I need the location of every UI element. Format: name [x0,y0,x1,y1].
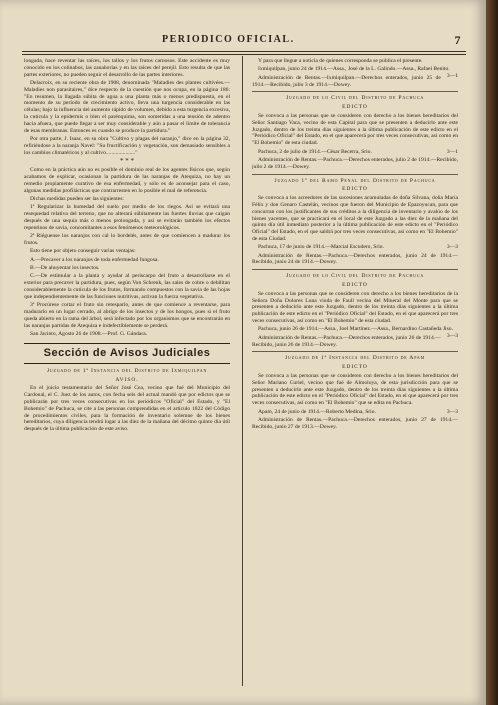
court-heading: Juzgado de 1ª Instancia del Distrito de Apam [252,351,458,362]
paragraph: 2ª Riéguense los naranjos con cal lo bordelés, antes de que comiencen a madurar los frutos. [24,233,230,246]
signature-line: Pachuca, 17 de junio de 1914.—Marcial Escudero, Srio. [258,244,384,251]
signature-line: Ixmiquilpan, junio 24 de 1914.—Assa., José de la L. Galindo.—Assa., Rafael Benito. [258,66,450,73]
paragraph: Esto tiene por objeto conseguir varias ventajas: [30,248,136,255]
publication-index: 3—3 [446,333,458,340]
paragraph: 1ª Regularizar la humedad del suelo por medio de los riegos. Así se evitará una resequedad relativa del terreno, que no alterará súbitamente las fuertes lluvias que caigan después de una sequía más o menos prolongada, y así se evitarán también los efectos repentinos de savia, concomitantes a esos fenómenos meteorológicos. [24,204,230,231]
notice-label: EDICTO [342,282,368,289]
admin-note: Administración de Rentas.—Ixmiquilpan.—Derechos enterados, junio 25 de 1914.—Recibido, julio 3 de 1914.—Dowey. [252,74,441,88]
right-column [252,58,458,683]
admin-note: Administración de Rentas.—Pachuca.—Derechos enterados, junio 26 de 1914.—Recibido, junio 26 de 1914.—Dowey. [252,334,441,348]
notice-label: AVISO. [115,376,139,383]
paragraph: A.—Precaver a los naranjos de toda enfermedad fungosa. [30,256,159,263]
admin-note: Administración de Rentas.—Pachuca.—Derechos enterados, junio 24 de 1914.—Recibido, junio 24 de 1914.—Dowey. [252,252,458,266]
page-number: 7 [454,33,462,47]
paragraph: Se convoca a las personas que se consideren con derecho a los bienes hereditarios de la Señora Doña Dolores Luna viuda de Faull vecina del Mineral del Monte para que se presenten a deducirlo ante este Juzgado, dentro de los treinta días siguientes a la última publicación de este edicto en el "Periódico Oficial" del Estado, en el que aparecerá por tres veces consecutivas, así como en "El Bohemio" de esta ciudad. [252,290,458,325]
signature-line: Apam, 24 de junio de 1914.—Roberto Medina, Srio. [258,408,376,415]
signature-line: San Jacinto, Agosto 26 de 1908.—Prof. G. Gándara. [30,331,148,338]
paragraph: C.—De estimular a la planta y ayudar al periscarpo del fruto a desarrollarse en el exterior para precaver la partidura, pues, según Von Schrenk, las sales de cobre o debilitan considerablemente la cutícula de los frutos, formando compuestos con la savia de las hojas que independientemente de las funciones nutritivas, activan la fuerza vegetativa. [24,273,230,300]
paragraph: En el juicio testamentario del Señor José Cea, vecino que fué del Municipio del Cardonal, el C. Juez de los autos, con fecha seis del actual mandó que por edictos que se publicarán por tres veces consecutivas en los periódicos "Oficial" del Estado, y "El Bohemio" de Pachuca, se cite a las personas comprendidas en el artículo 1822 del Código de procedimientos civiles, para la formación de inventario solemne de los bienes hereditarios, cuya diligencia tendrá lugar a las diez de la mañana del décimo quinto día útil después de la última publicación de este aviso. [24,385,230,433]
section-title: Sección de Avisos Judiciales [24,343,230,364]
court-heading: Juzgado de lo Civil del Distrito de Pachuca [252,269,458,280]
paragraph: Se convoca a las personas que se consideren con derecho a los bienes hereditarios del Señor Santiago Vaca, vecino de esta Capital para que se presenten a deducirlo ante este Juzgado, dentro de los treinta días siguientes a la última publicación de este edicto en el "Periódico Oficial" del Estado, en el que aparecerá por tres veces consecutivas, así como en "El Bohemio" de esta ciudad. [252,112,458,147]
notice-label: EDICTO [342,186,368,193]
paragraph: Como en la práctica aún no es posible el dominio real de los agentes físicos que, según acabamos de explicar, ocasionan la partidura de las naranjas de Atequiza, no hay un remedio propiamente curativo de esa enfermedad, y sólo es de aconsejar para el caso, algunas medidas profilácticas que contrarresten en lo posible el mal de referencia. [24,167,230,194]
paragraph: Dichas medidas pueden ser las siguientes: [30,195,124,202]
separator-stars: * * * [120,157,134,166]
header-rule-2 [22,54,466,55]
signature-line: Pachuca, 2 de julio de 1914.—César Becerra, Srio. [258,148,372,155]
notice-label: EDICTO [342,364,368,371]
publication-index: 3—3 [446,408,458,415]
paragraph: Se convoca a las personas que se consideren con derecho a los bienes hereditarios del Señor Mariano Curiel, vecino que fué de Almoloya, de esta jurisdicción para que se presenten a deducirlo ante este Juzgado, dentro de los treinta días siguientes a la última publicación de este edicto en el "Periódico Oficial" del Estado, en el que aparecerá por tres veces consecutivas, así como en "El Bohemio" que se edita en Pachuca. [252,373,458,407]
signature-line: Pachuca, junio 26 de 1914.—Assa., Joel Martínez.—Assa., Bernardino Castañeda Jiso. [258,326,453,333]
publication-index: 3—1 [446,73,458,80]
paragraph: Y para que llegue a noticia de quienes corresponda se publica el presente. [258,58,423,64]
paragraph: Por otra parte, J. Isaac, en su obra "Cultivo y plagas del naranjo," dice en la página 32, refiriéndose a la naranja Navel: "Su fructificación y vegetación, son demasiado sensibles a los cambios climatéricos y al cultivo....................." [24,135,230,156]
paragraph: Se convoca a los acreedores de las sucesiones acumuladas de doña Silvana, doña María Félix y don Genaro Castelán, vecinos que fueron del Municipio de Epazoyucan, para que concurran con los justificantes de sus créditos a la diligencia de inventario y avalúo de los bienes yacentes, que se practicará en el local de este Juzgado a las diez de la mañana del quinto día útil inmediato posterior a la última publicación de este edicto en el "Periódico Oficial" del Estado, en el que saldrá por tres veces consecutivas, así como en "El Bohemio" de esta Ciudad. [252,195,458,242]
court-heading: Juzgado 1º del Ramo Penal del Distrito de Pachuca [252,174,458,185]
admin-note: Administración de Rentas.—Pachuca.—Derechos enterados, julio 2 de 1914.—Recibido, julio 2 de 1914.—Dowey. [252,156,458,170]
left-column [24,58,230,683]
publication-index: 3—3 [446,244,458,251]
paragraph: Delacroix, en su reciente obra de 1908, denominada "Maladies des plantes cultivées.—Maladies non parasitaires," dice respecto de la cuestión que nos ocupa, en la página 186: "En resumen, la llagada súbita de agua a una planta más o menos predispuesta, en el momento de su período de crecimiento activo, lleva una turgencia considerable en las células; bajo la influencia del aumento rápido de volumen, debido a esta turgencia excesiva, la cutícula y la epidermis o bien el parénquima, son sometidas a una tensión de adentro hacia afuera, que puede llegar a ser muy considerable y aún a pasar el límite de tolerancia de esas membranas. Entonces es cuando se produce la partidura." [24,79,230,134]
paragraph: 3ª Procúrese cortar el fruto sin retesparlo, antes de que comience a reventarse, para madurarlo en un lugar cerrado, al abrigo de los insectos y de los hongos, pues si el fruto queda abierto en la rama del árbol, será infectado por los organismos que se encontrarán en las naranjas partidas de Atequiza e indefectiblemente se perderá. [24,302,230,329]
publication-index: 3—1 [446,148,458,155]
column-divider [242,56,243,686]
page-header [22,34,466,50]
book-binding [486,0,498,705]
court-heading: Juzgado de lo Civil del Distrito de Pachuca [252,91,458,102]
newspaper-title: PERIODICO OFICIAL. [162,34,295,45]
notice-label: EDICTO [342,104,368,111]
admin-note: Administración de Rentas.—Pachuca.—Derechos enterados, junio 27 de 1914.—Recibido, junio 27 de 1913.—Dowey. [252,417,458,430]
court-heading: Juzgado de 1ª Instancia del Distrito de Ixmiquilpan [46,367,208,374]
paragraph: B.—De ahuyentar los insectos. [30,265,100,272]
paragraph: longada, hace reventar las raíces, los tallos y los frutos carnosos. Este accidente es muy conocido en los colinabos, las zanahorias y en las raíces del perejil. Esto resulta de que las partes exteriores, no pueden seguir el desarrollo de las partes interiores. [24,58,230,78]
header-rule [22,51,466,52]
